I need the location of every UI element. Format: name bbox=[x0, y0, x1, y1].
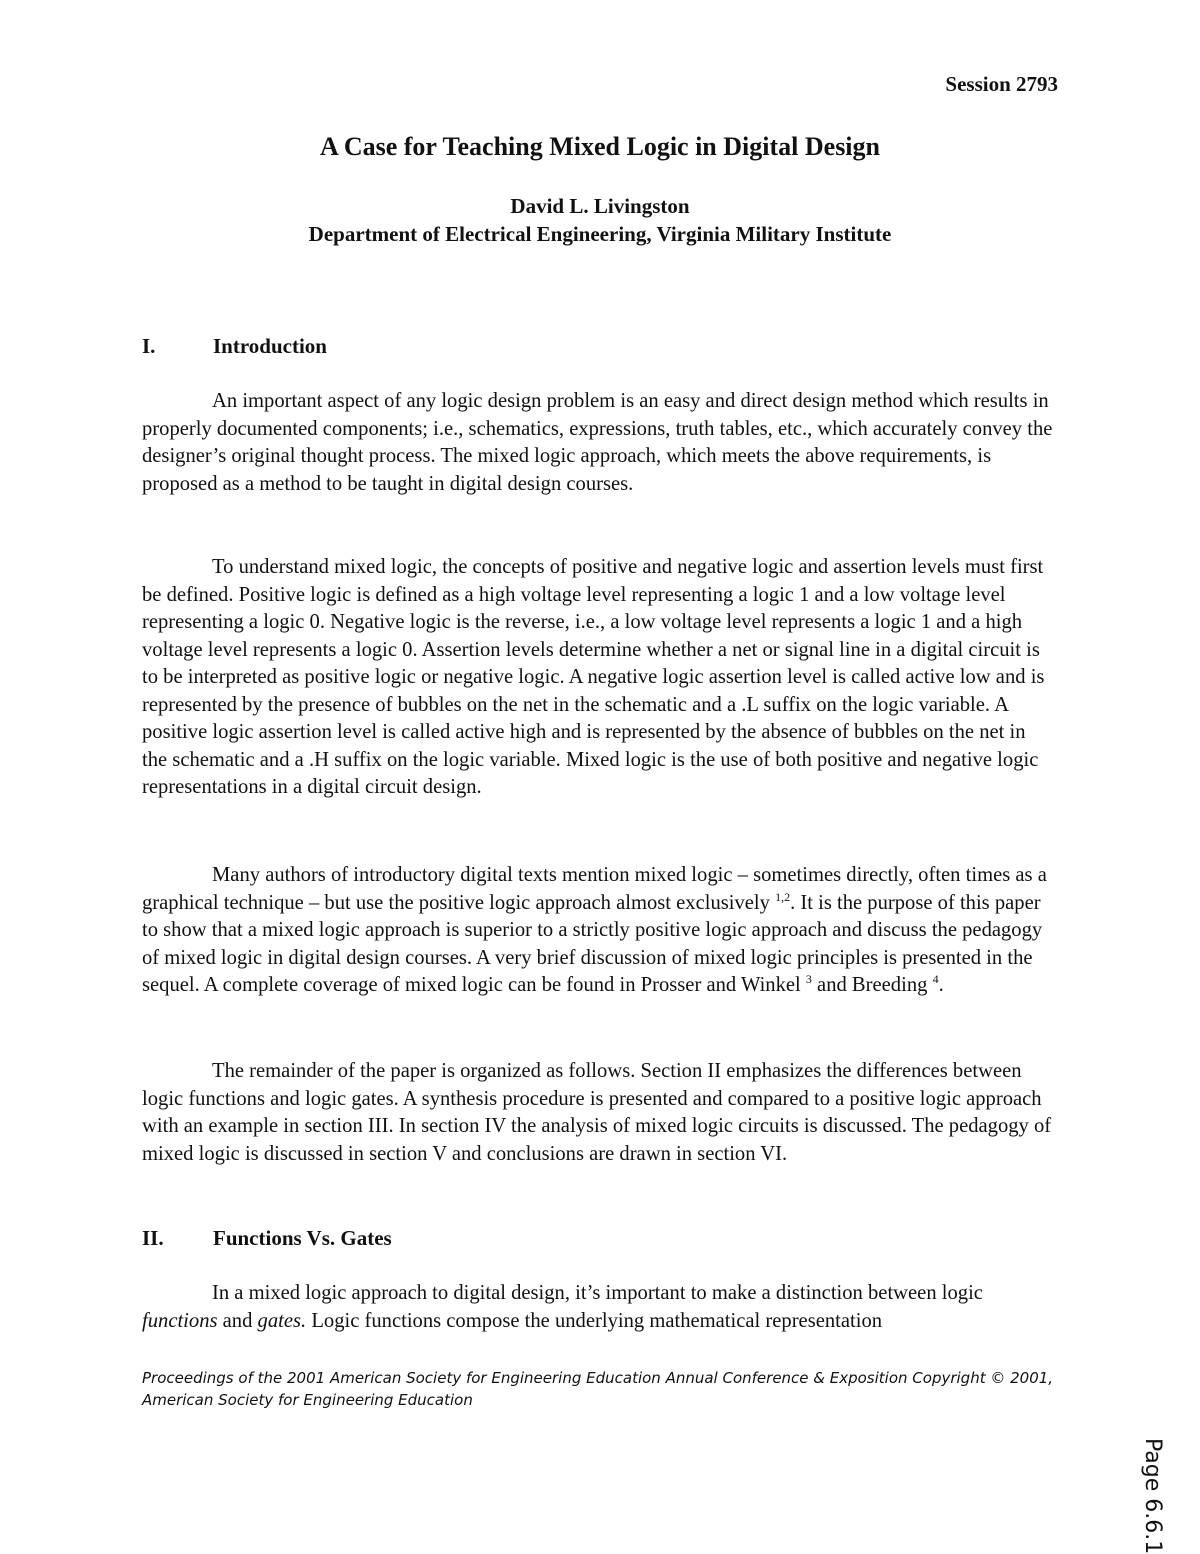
emphasis-text: gates. bbox=[257, 1309, 307, 1332]
citation-ref: 1,2 bbox=[775, 889, 791, 904]
citation-ref: 4 bbox=[932, 972, 939, 986]
proceedings-footer: Proceedings of the 2001 American Society for Engineering Education Annual Conference & Exposition Copyright © 2001, American Society for Engineering Education bbox=[142, 1369, 1054, 1409]
page-number: Page 6.6.1 bbox=[1140, 1438, 1165, 1554]
paper-title: A Case for Teaching Mixed Logic in Digital Design bbox=[320, 132, 880, 161]
paragraph bbox=[142, 388, 1054, 498]
paragraph-text: . It is the purpose of this paper to show that a mixed logic approach is superior to a strictly positive logic approach and discuss the pedagogy of mixed logic in digital design courses. A very brief discussion of mixed logic principles is presented in the sequel. A complete coverage of mixed logic can be found in Prosser and Winkel bbox=[142, 891, 1043, 996]
paragraph-text: An important aspect of any logic design problem is an easy and direct design method which results in properly documented components; i.e., schematics, expressions, truth tables, etc., which accurately convey the designer’s original thought process. The mixed logic approach, which meets the above requirements, is proposed as a method to be taught in digital design courses. bbox=[142, 390, 1053, 495]
session-number: Session 2793 bbox=[945, 72, 1058, 96]
section-number: II. bbox=[142, 1226, 164, 1250]
paragraph bbox=[142, 862, 1054, 1000]
paragraph bbox=[142, 1280, 1054, 1335]
paragraph-text: In a mixed logic approach to digital design, it’s important to make a distinction between logic bbox=[212, 1282, 983, 1304]
author-name: David L. Livingston bbox=[510, 194, 690, 218]
section-number: I. bbox=[142, 334, 156, 358]
section-heading-functions-vs-gates bbox=[142, 1226, 392, 1251]
paragraph-text: Many authors of introductory digital texts mention mixed logic – sometimes directly, often times as a graphical technique – but use the positive logic approach almost exclusively bbox=[142, 864, 1047, 914]
paragraph-text: Logic functions compose the underlying mathematical representation bbox=[306, 1309, 883, 1332]
paragraph bbox=[142, 554, 1054, 802]
author-affiliation: Department of Electrical Engineering, Virginia Military Institute bbox=[308, 222, 892, 246]
paragraph-text: The remainder of the paper is organized as follows. Section II emphasizes the differences between logic functions and logic gates. A synthesis procedure is presented and compared to a positive logic approach with an example in section III. In section IV the analysis of mixed logic circuits is discussed. The pedagogy of mixed logic is discussed in section V and conclusions are drawn in section VI. bbox=[142, 1060, 1052, 1165]
section-title: Introduction bbox=[213, 334, 327, 358]
paragraph-text: and bbox=[217, 1309, 258, 1332]
citation-ref: 3 bbox=[805, 972, 812, 986]
emphasis-text: functions bbox=[142, 1309, 218, 1332]
paragraph-text: and Breeding bbox=[811, 974, 933, 996]
paragraph bbox=[142, 1058, 1054, 1168]
paragraph-text: To understand mixed logic, the concepts of positive and negative logic and assertion levels must first be defined. Positive logic is defined as a high voltage level representing a logic 1 and a low voltage level representing a logic 0. Negative logic is the reverse, i.e., a low voltage level represents a logic 1 and a high voltage level represents a logic 0. Assertion levels determine whether a net or signal line in a digital circuit is to be interpreted as positive logic or negative logic. A negative logic assertion level is called active low and is represented by the presence of bubbles on the net in the schematic and a .L suffix on the logic variable. A positive logic assertion level is called active high and is represented by the absence of bubbles on the net in the schematic and a .H suffix on the logic variable. Mixed logic is the use of both positive and negative logic representations in a digital circuit design. bbox=[142, 556, 1045, 798]
paragraph-text: . bbox=[938, 974, 944, 996]
section-title: Functions Vs. Gates bbox=[213, 1226, 392, 1250]
section-heading-introduction bbox=[142, 334, 327, 359]
